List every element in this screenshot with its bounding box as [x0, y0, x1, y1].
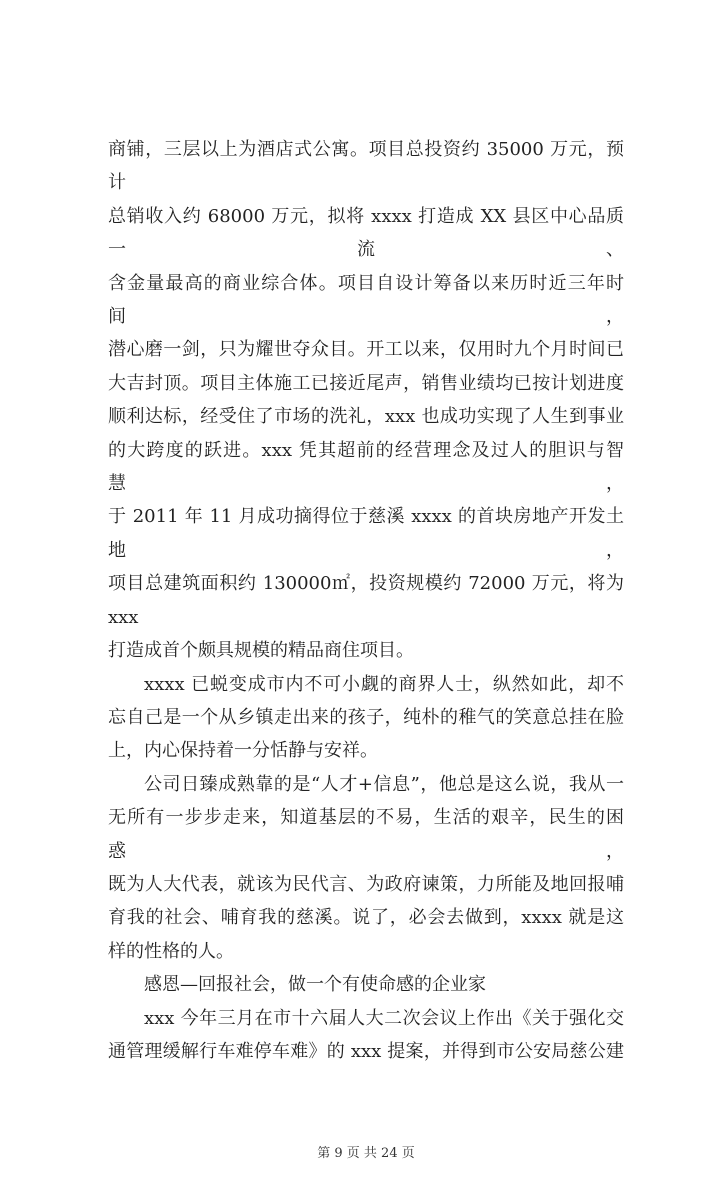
text-line: 商铺，三层以上为酒店式公寓。项目总投资约 35000 万元，预计 [108, 139, 624, 194]
text-line: 无所有一步步走来，知道基层的不易，生活的艰辛，民生的困惑， [108, 807, 624, 862]
text-line: 于 2011 年 11 月成功摘得位于慈溪 xxxx 的首块房地产开发土地， [108, 506, 624, 561]
text-line: 顺利达标，经受住了市场的洗礼，xxx 也成功实现了人生到事业 [108, 406, 624, 428]
text-line: 感恩—回报社会，做一个有使命感的企业家 [144, 974, 486, 996]
page-number-footer: 第 9 页 共 24 页 [317, 1146, 415, 1162]
text-line: 上，内心保持着一分恬静与安祥。 [108, 740, 378, 762]
text-line: 总销收入约 68000 万元，拟将 xxxx 打造成 XX 县区中心品质一流、 [108, 205, 624, 261]
document-body [108, 133, 624, 1068]
text-line: 公司日臻成熟靠的是“人才+信息”，他总是这么说，我从一 [144, 773, 624, 795]
text-line: 打造成首个颇具规模的精品商住项目。 [108, 640, 414, 662]
text-line: 样的性格的人。 [108, 940, 234, 962]
text-line: xxxx 已蜕变成市内不可小觑的商界人士，纵然如此，却不 [144, 673, 624, 695]
text-line: 育我的社会、哺育我的慈溪。说了，必会去做到，xxxx 就是这 [108, 907, 624, 929]
text-line: 的大跨度的跃进。xxx 凭其超前的经营理念及过人的胆识与智慧， [108, 439, 624, 495]
text-line: 既为人大代表，就该为民代言、为政府谏策，力所能及地回报哺 [108, 873, 624, 895]
text-line: 项目总建筑面积约 130000㎡，投资规模约 72000 万元，将为 xxx [108, 573, 624, 628]
text-line: 忘自己是一个从乡镇走出来的孩子，纯朴的稚气的笑意总挂在脸 [108, 706, 624, 728]
text-line: 通管理缓解行车难停车难》的 xxx 提案，并得到市公安局慈公建 [108, 1040, 624, 1062]
text-line: 潜心磨一剑，只为耀世夺众目。开工以来，仅用时九个月时间已 [108, 339, 624, 361]
text-line: 含金量最高的商业综合体。项目自设计筹备以来历时近三年时间， [108, 272, 624, 328]
text-line: xxx 今年三月在市十六届人大二次会议上作出《关于强化交 [144, 1007, 624, 1029]
text-line: 大吉封顶。项目主体施工已接近尾声，销售业绩均已按计划进度 [108, 372, 624, 394]
